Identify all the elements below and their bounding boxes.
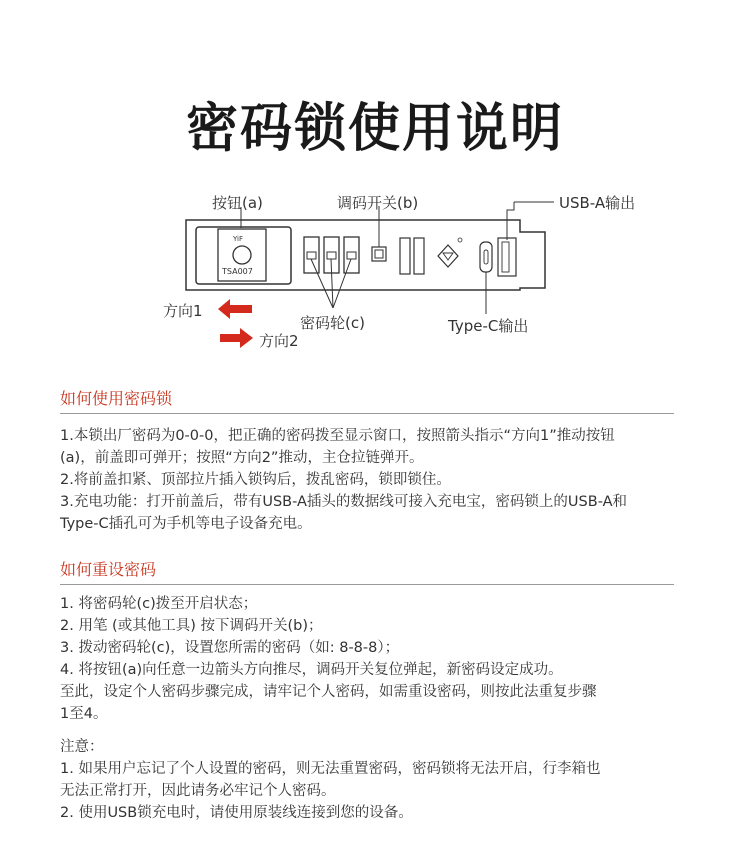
direction1-arrow — [218, 299, 252, 319]
lock-diagram — [0, 180, 750, 364]
direction2-arrow — [220, 328, 253, 348]
divider — [60, 413, 674, 414]
text-line: 3. 拨动密码轮(c)，设置您所需的密码（如: 8-8-8）； — [60, 640, 400, 656]
text-line: 1.本锁出厂密码为0-0-0，把正确的密码拨至显示窗口，按照箭头指示“方向1”推动按钮 — [60, 428, 615, 444]
usage-instructions — [60, 425, 700, 535]
text-line: 无法正常打开，因此请务必牢记个人密码。 — [60, 783, 336, 799]
divider — [60, 584, 674, 585]
text-line: Type-C插孔可为手机等电子设备充电。 — [60, 516, 312, 532]
switch-b-label: 调码开关(b) — [337, 194, 419, 212]
section-title-usage: 如何使用密码锁 — [60, 389, 173, 408]
button-a-label: 按钮(a) — [212, 194, 263, 212]
text-line: 1. 将密码轮(c)拨至开启状态； — [60, 596, 258, 612]
text-line: 3.充电功能：打开前盖后，带有USB-A插头的数据线可接入充电宝，密码锁上的USB-A和 — [60, 494, 628, 510]
section-title-reset: 如何重设密码 — [60, 560, 157, 579]
reset-instructions — [60, 593, 700, 725]
tsa-text: TSA007 — [222, 267, 253, 276]
logo-text: YiF — [233, 235, 243, 243]
text-line: 4. 将按钮(a)向任意一边箭头方向推尽，调码开关复位弹起，新密码设定成功。 — [60, 662, 563, 678]
direction2-label: 方向2 — [259, 332, 299, 350]
notes-heading: 注意： — [60, 739, 104, 755]
direction1-label: 方向1 — [163, 302, 203, 320]
text-line: 至此，设定个人密码步骤完成，请牢记个人密码，如需重设密码，则按此法重复步骤 — [60, 684, 597, 700]
wheel-c-label: 密码轮(c) — [300, 314, 365, 332]
text-line: 1至4。 — [60, 706, 108, 722]
text-line: 2. 使用USB锁充电时，请使用原装线连接到您的设备。 — [60, 805, 413, 821]
text-line: 2. 用笔 (或其他工具) 按下调码开关(b)； — [60, 618, 323, 634]
usb-a-label: USB-A输出 — [559, 194, 636, 212]
notes — [60, 736, 700, 824]
page-title: 密码锁使用说明 — [185, 99, 564, 159]
text-line: (a)，前盖即可弹开；按照“方向2”推动，主仓拉链弹开。 — [60, 450, 424, 466]
text-line: 2.将前盖扣紧、顶部拉片插入锁钩后，拨乱密码，锁即锁住。 — [60, 472, 451, 488]
text-line: 1. 如果用户忘记了个人设置的密码，则无法重置密码，密码锁将无法开启，行李箱也 — [60, 761, 601, 777]
type-c-label: Type-C输出 — [448, 317, 529, 335]
